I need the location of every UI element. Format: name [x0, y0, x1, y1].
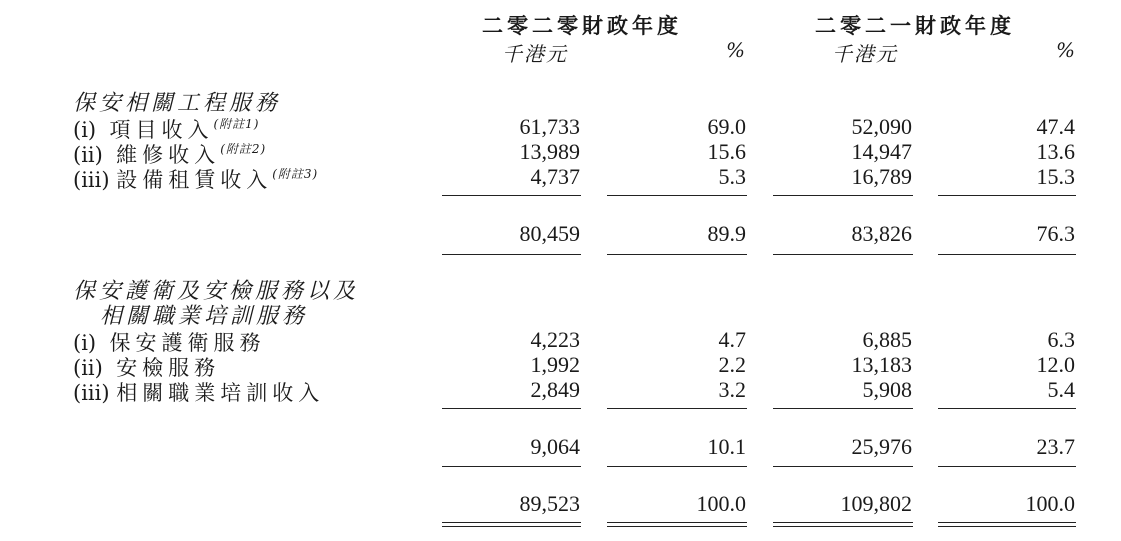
subtotal-rule	[773, 254, 913, 255]
section-title-training: 相關職業培訓服務	[100, 304, 309, 329]
value-fy2021: 5,908	[862, 377, 912, 402]
row-label	[73, 377, 324, 407]
row-label-text: 保安護衛服務	[109, 331, 266, 355]
total-pct-fy2021: 100.0	[1025, 491, 1075, 516]
header-fy2020: 二零二零財政年度	[482, 14, 682, 38]
subtotal-pct-fy2021: 23.7	[1036, 434, 1075, 459]
pct-label-fy2021: %	[1056, 38, 1076, 62]
total-double-rule	[607, 522, 747, 527]
subtotal-rule	[607, 254, 747, 255]
subtotal-rule	[938, 408, 1076, 409]
pct-fy2021: 13.6	[1036, 139, 1075, 164]
pct-fy2020: 3.2	[718, 377, 746, 402]
subtotal-rule	[773, 195, 913, 196]
value-fy2021: 6,885	[862, 327, 912, 352]
total-value-fy2020: 89,523	[519, 491, 580, 516]
subtotal-rule	[442, 195, 581, 196]
section-title-guarding-screening: 保安護衛及安檢服務以及	[73, 279, 360, 304]
value-fy2020: 1,992	[530, 352, 580, 377]
total-rule	[607, 466, 747, 467]
row-label-text: 設備租賃收入	[116, 168, 273, 192]
total-double-rule	[773, 522, 913, 527]
subtotal-pct-fy2021: 76.3	[1036, 221, 1075, 246]
pct-fy2021: 12.0	[1036, 352, 1075, 377]
pct-fy2021: 6.3	[1047, 327, 1075, 352]
subtotal-value-fy2020: 80,459	[519, 221, 580, 246]
total-value-fy2021: 109,802	[840, 491, 912, 516]
row-index: (ii)	[73, 356, 103, 380]
row-index: (iii)	[73, 381, 110, 405]
subtotal-rule	[442, 408, 581, 409]
subtotal-rule	[938, 254, 1076, 255]
pct-fy2021: 5.4	[1047, 377, 1075, 402]
subtotal-rule	[442, 254, 581, 255]
value-fy2021: 16,789	[851, 164, 912, 189]
subtotal-rule	[607, 195, 747, 196]
row-note: (附註1)	[213, 117, 260, 131]
pct-fy2020: 2.2	[718, 352, 746, 377]
total-rule	[938, 466, 1076, 467]
row-label	[73, 164, 318, 194]
total-pct-fy2020: 100.0	[696, 491, 746, 516]
section-title-security-engineering: 保安相關工程服務	[73, 91, 282, 116]
subtotal-value-fy2020: 9,064	[530, 434, 580, 459]
pct-fy2020: 5.3	[718, 164, 746, 189]
subtotal-rule	[938, 195, 1076, 196]
total-double-rule	[938, 522, 1076, 527]
total-rule	[442, 466, 581, 467]
subtotal-pct-fy2020: 10.1	[707, 434, 746, 459]
pct-fy2021: 15.3	[1036, 164, 1075, 189]
total-double-rule	[442, 522, 581, 527]
value-fy2020: 61,733	[519, 114, 580, 139]
subtotal-rule	[773, 408, 913, 409]
row-index: (ii)	[73, 143, 103, 167]
row-note: (附註2)	[220, 142, 267, 156]
row-index: (i)	[73, 118, 97, 142]
row-label-text: 項目收入	[109, 118, 214, 142]
subtotal-pct-fy2020: 89.9	[707, 221, 746, 246]
subtotal-value-fy2021: 25,976	[851, 434, 912, 459]
row-label-text: 安檢服務	[116, 356, 221, 380]
total-rule	[773, 466, 913, 467]
pct-fy2021: 47.4	[1036, 114, 1075, 139]
row-index: (iii)	[73, 168, 110, 192]
unit-label-fy2021: 千港元	[832, 42, 898, 66]
pct-fy2020: 15.6	[707, 139, 746, 164]
value-fy2020: 2,849	[530, 377, 580, 402]
row-note: (附註3)	[272, 167, 319, 181]
value-fy2020: 13,989	[519, 139, 580, 164]
value-fy2020: 4,737	[530, 164, 580, 189]
row-label-text: 維修收入	[116, 143, 221, 167]
value-fy2020: 4,223	[530, 327, 580, 352]
value-fy2021: 52,090	[851, 114, 912, 139]
row-index: (i)	[73, 331, 97, 355]
subtotal-value-fy2021: 83,826	[851, 221, 912, 246]
pct-label-fy2020: %	[726, 38, 746, 62]
value-fy2021: 14,947	[851, 139, 912, 164]
unit-label-fy2020: 千港元	[502, 42, 568, 66]
header-fy2021: 二零二一財政年度	[815, 14, 1015, 38]
pct-fy2020: 69.0	[707, 114, 746, 139]
subtotal-rule	[607, 408, 747, 409]
pct-fy2020: 4.7	[718, 327, 746, 352]
value-fy2021: 13,183	[851, 352, 912, 377]
row-label-text: 相關職業培訓收入	[116, 381, 325, 405]
